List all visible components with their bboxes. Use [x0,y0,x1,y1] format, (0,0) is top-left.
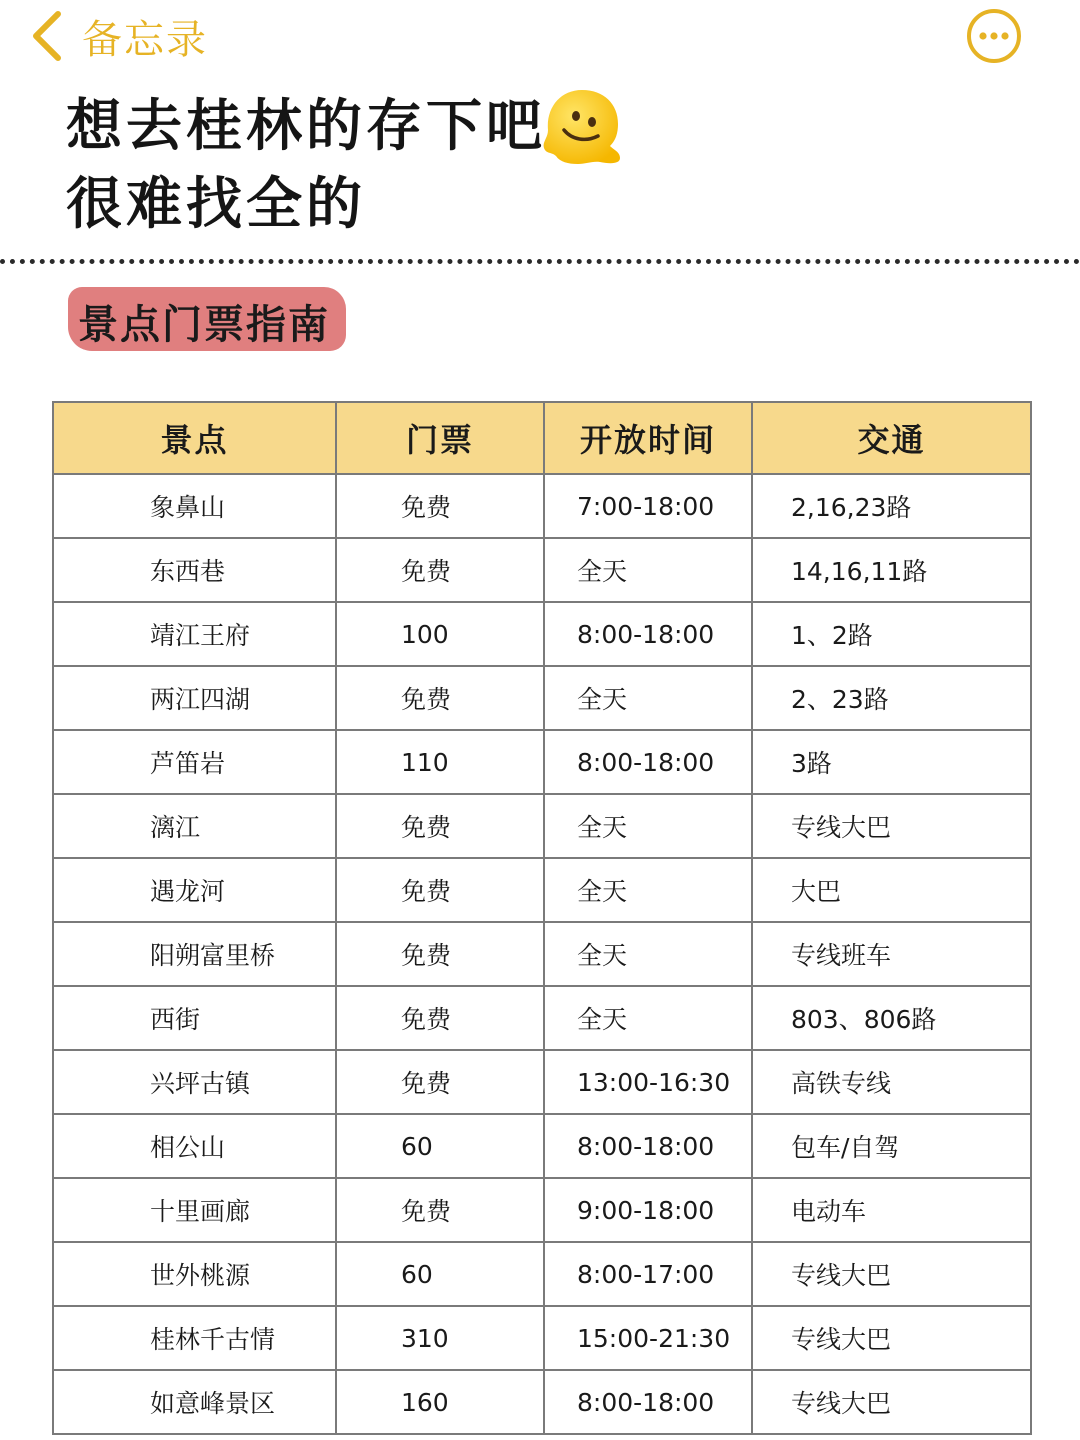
attraction-cell: 两江四湖 [53,666,336,730]
hours-cell: 8:00-17:00 [544,1242,752,1306]
transport-cell: 3路 [752,730,1031,794]
hours-cell: 8:00-18:00 [544,1114,752,1178]
table-row [53,1050,1031,1114]
hours-cell: 9:00-18:00 [544,1178,752,1242]
header-hours: 开放时间 [544,402,752,474]
transport-cell: 1、2路 [752,602,1031,666]
table-row [53,986,1031,1050]
transport-cell: 大巴 [752,858,1031,922]
ticket-cell: 免费 [336,794,544,858]
attraction-cell: 桂林千古情 [53,1306,336,1370]
more-button[interactable] [966,8,1022,64]
attraction-cell: 世外桃源 [53,1242,336,1306]
ticket-cell: 免费 [336,986,544,1050]
top-navigation-bar [0,0,1080,72]
hours-cell: 15:00-21:30 [544,1306,752,1370]
more-dots-icon [966,49,1022,68]
note-title [66,88,546,244]
attraction-cell: 东西巷 [53,538,336,602]
ticket-table [52,401,1032,1435]
table-row [53,794,1031,858]
ticket-cell: 免费 [336,1178,544,1242]
transport-cell: 电动车 [752,1178,1031,1242]
hours-cell: 8:00-18:00 [544,602,752,666]
attraction-cell: 兴坪古镇 [53,1050,336,1114]
table-row [53,602,1031,666]
header-transport: 交通 [752,402,1031,474]
ticket-cell: 免费 [336,1050,544,1114]
attraction-cell: 漓江 [53,794,336,858]
transport-cell: 2、23路 [752,666,1031,730]
back-button[interactable] [30,6,208,66]
table-row [53,1242,1031,1306]
back-label: 备忘录 [82,16,208,63]
table-row [53,474,1031,538]
attraction-ticket-table [52,401,1030,1435]
table-row [53,730,1031,794]
attraction-cell: 如意峰景区 [53,1370,336,1434]
table-row [53,666,1031,730]
melting-face-emoji [540,86,626,172]
chevron-left-icon [30,10,64,62]
table-row [53,538,1031,602]
ticket-cell: 110 [336,730,544,794]
transport-cell: 专线大巴 [752,1370,1031,1434]
transport-cell: 包车/自驾 [752,1114,1031,1178]
table-header-row [53,402,1031,474]
ticket-cell: 免费 [336,666,544,730]
table-row [53,1306,1031,1370]
header-ticket: 门票 [336,402,544,474]
dotted-divider [0,259,1080,264]
ticket-cell: 100 [336,602,544,666]
table-row [53,858,1031,922]
table-row [53,1370,1031,1434]
ticket-cell: 60 [336,1114,544,1178]
ticket-cell: 160 [336,1370,544,1434]
transport-cell: 专线大巴 [752,1306,1031,1370]
ticket-cell: 免费 [336,858,544,922]
attraction-cell: 靖江王府 [53,602,336,666]
transport-cell: 14,16,11路 [752,538,1031,602]
title-line-1: 想去桂林的存下吧 [66,94,546,159]
transport-cell: 专线大巴 [752,1242,1031,1306]
table-row [53,922,1031,986]
hours-cell: 13:00-16:30 [544,1050,752,1114]
transport-cell: 803、806路 [752,986,1031,1050]
ticket-cell: 免费 [336,538,544,602]
transport-cell: 专线班车 [752,922,1031,986]
hours-cell: 7:00-18:00 [544,474,752,538]
ticket-cell: 免费 [336,922,544,986]
ticket-cell: 310 [336,1306,544,1370]
hours-cell: 全天 [544,858,752,922]
hours-cell: 8:00-18:00 [544,1370,752,1434]
section-heading: 景点门票指南 [78,302,330,348]
hours-cell: 8:00-18:00 [544,730,752,794]
table-row [53,1114,1031,1178]
hours-cell: 全天 [544,986,752,1050]
transport-cell: 专线大巴 [752,794,1031,858]
attraction-cell: 遇龙河 [53,858,336,922]
attraction-cell: 阳朔富里桥 [53,922,336,986]
transport-cell: 高铁专线 [752,1050,1031,1114]
ticket-cell: 60 [336,1242,544,1306]
attraction-cell: 相公山 [53,1114,336,1178]
section-tag [68,287,346,351]
attraction-cell: 十里画廊 [53,1178,336,1242]
hours-cell: 全天 [544,666,752,730]
header-attraction: 景点 [53,402,336,474]
ticket-cell: 免费 [336,474,544,538]
attraction-cell: 西街 [53,986,336,1050]
attraction-cell: 象鼻山 [53,474,336,538]
table-row [53,1178,1031,1242]
attraction-cell: 芦笛岩 [53,730,336,794]
hours-cell: 全天 [544,794,752,858]
hours-cell: 全天 [544,922,752,986]
transport-cell: 2,16,23路 [752,474,1031,538]
hours-cell: 全天 [544,538,752,602]
title-line-2: 很难找全的 [66,172,366,237]
